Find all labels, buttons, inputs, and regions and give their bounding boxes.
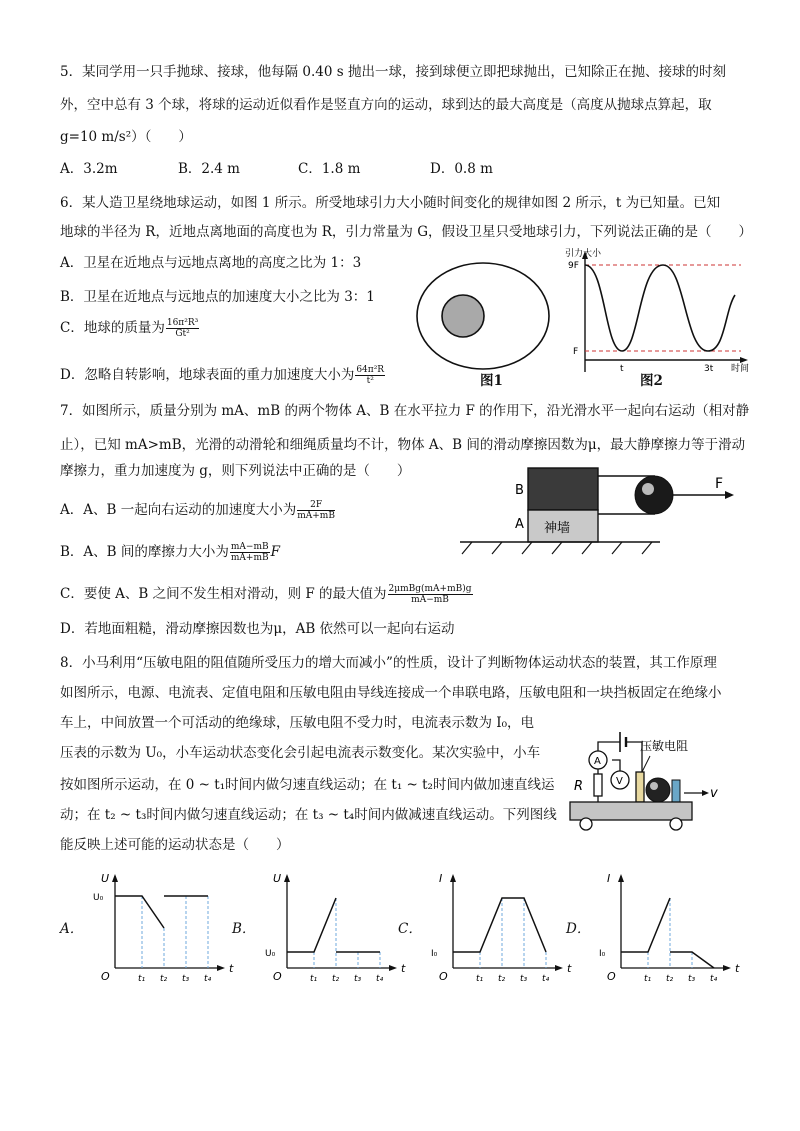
fig2-caption: 图2 <box>640 373 663 389</box>
fraction-numerator: mA−mB <box>230 542 269 552</box>
option-graph-c <box>418 868 572 986</box>
force-arrow-head <box>725 491 734 499</box>
force-label: F <box>715 476 724 492</box>
graph-line <box>115 896 164 928</box>
graph-tick-label: t₁ <box>644 974 652 984</box>
q5-line3: g=10 m/s²）（ ） <box>60 129 192 145</box>
fraction-denominator: mA+mB <box>297 511 335 521</box>
ball-highlight <box>650 782 658 790</box>
graph-ylabel: U <box>273 872 282 885</box>
y-axis-arrow <box>618 874 624 882</box>
q6-option-d-text: D．忽略自转影响，地球表面的重力加速度大小为 <box>60 367 355 383</box>
y-axis-arrow <box>284 874 290 882</box>
fraction-numerator: 16π²R³ <box>166 318 199 328</box>
graph-option-letter: A． <box>60 921 84 937</box>
q6-option-c-text: C．地球的质量为 <box>60 320 165 336</box>
orbit-figure <box>415 258 555 378</box>
graph-origin: O <box>439 970 448 983</box>
option-graph-a <box>80 868 234 986</box>
ammeter-label: A <box>594 756 601 767</box>
label-a: A <box>515 517 524 532</box>
q8-line2: 如图所示，电源、电流表、定值电阻和压敏电阻由导线连接成一个串联电路，压敏电阻和一块挡板固定在绝缘小 <box>60 685 722 701</box>
graph-xlabel: t <box>229 962 234 975</box>
q6-option-d <box>60 365 386 386</box>
q6-line2: 地球的半径为 R，近地点离地面的高度也为 R，引力常量为 G，假设卫星只受地球引力，下列说法正确的是（ ） <box>60 224 752 240</box>
fig1-caption: 图1 <box>480 373 503 389</box>
cart-body <box>570 802 692 820</box>
fraction-numerator: 64π²R <box>356 365 385 375</box>
q7-option-d: D．若地面粗糙，滑动摩擦因数也为μ，AB 依然可以一起向右运动 <box>60 621 455 637</box>
graph-option-letter: B． <box>232 921 256 937</box>
q8-line7: 能反映上述可能的运动状态是（ ） <box>60 837 290 853</box>
graph-line <box>287 898 336 952</box>
fraction-numerator: 2μmBg(mA+mB)g <box>388 584 472 594</box>
q7-line2: 止），已知 mA>mB，光滑的动滑轮和细绳质量均不计，物体 A、B 间的滑动摩擦因数为μ，最大静摩擦力等于滑动 <box>60 437 746 453</box>
q7-line1: 7．如图所示，质量分别为 mA、mB 的两个物体 A、B 在水平拉力 F 的作用下，沿光滑水平一起向右运动（相对静 <box>60 403 750 419</box>
q8-line1: 8．小马利用“压敏电阻的阻值随所受压力的增大而减小”的性质，设计了判断物体运动状态的装置，其工作原理 <box>60 655 717 671</box>
label-pointer <box>642 756 650 772</box>
graph-option-letter: C． <box>398 921 422 937</box>
pulley <box>635 476 673 514</box>
fig2-t1: t <box>620 364 624 374</box>
y-axis-arrow <box>450 874 456 882</box>
resistor-r <box>594 774 602 796</box>
q5-line1: 5．某同学用一只手抛球、接球，他每隔 0.40 s 抛出一球，接到球便立即把球抛出，已知除正在抛、接球的时刻 <box>60 64 726 80</box>
graph-tick-label: t₄ <box>376 974 384 984</box>
q6-option-b: B．卫星在近地点与远地点的加速度大小之比为 3：1 <box>60 289 375 305</box>
q8-line3: 车上，中间放置一个可活动的绝缘球，压敏电阻不受力时，电流表示数为 I₀，电 <box>60 715 535 731</box>
q5-option-a: A．3.2m <box>60 161 118 177</box>
graph-y0-label: I₀ <box>599 949 606 959</box>
graph-tick-label: t₁ <box>310 974 318 984</box>
pulley-highlight <box>642 483 654 495</box>
graph-tick-label: t₄ <box>204 974 212 984</box>
graph-y0-label: U₀ <box>93 893 104 903</box>
circuit-cart-figure <box>570 720 745 840</box>
fig2-ymin: F <box>573 347 579 357</box>
y-axis-arrow <box>112 874 118 882</box>
graph-xlabel: t <box>567 962 572 975</box>
baffle-plate <box>672 780 680 802</box>
velocity-arrow-head <box>702 790 709 796</box>
fig2-t2: 3t <box>704 364 714 374</box>
resistor-label: R <box>574 779 584 794</box>
fig2-ylabel: 引力大小 <box>565 249 602 259</box>
fraction-denominator: Gt² <box>175 329 190 339</box>
x-axis-arrow <box>389 965 397 971</box>
q8-line6: 动；在 t₂ ~ t₃时间内做匀速直线运动；在 t₃ ~ t₄时间内做减速直线运动。下列图线 <box>60 807 557 823</box>
q5-option-d: D．0.8 m <box>430 161 493 177</box>
graph-tick-label: t₁ <box>476 974 484 984</box>
graph-y0-label: U₀ <box>265 949 276 959</box>
graph-ylabel: I <box>439 872 443 885</box>
graph-tick-label: t₂ <box>332 974 340 984</box>
graph-origin: O <box>101 970 110 983</box>
fraction-numerator: 2F <box>297 500 335 511</box>
q6-option-c-fraction <box>166 318 199 339</box>
graph-origin: O <box>273 970 282 983</box>
q6-option-d-fraction <box>355 365 385 386</box>
q5-option-b: B．2.4 m <box>178 161 240 177</box>
x-axis-arrow <box>217 965 225 971</box>
fraction-denominator: t² <box>366 376 374 386</box>
graph-tick-label: t₃ <box>182 974 190 984</box>
force-curve <box>585 265 735 351</box>
graph-tick-label: t₂ <box>160 974 168 984</box>
q7-option-c-text: C．要使 A、B 之间不发生相对滑动，则 F 的最大值为 <box>60 586 387 602</box>
fig2-xlabel: 时间 <box>731 364 750 374</box>
cart-wheel-left <box>580 818 592 830</box>
label-b: B <box>515 483 524 498</box>
graph-xlabel: t <box>735 962 740 975</box>
insulated-ball <box>646 778 670 802</box>
q8-line4: 压表的示数为 U₀，小车运动状态变化会引起电流表示数变化。某次实验中，小车 <box>60 745 541 761</box>
q7-option-b-force: F <box>270 544 280 560</box>
graph-tick-label: t₃ <box>520 974 528 984</box>
graph-origin: O <box>607 970 616 983</box>
graph-line <box>453 898 546 952</box>
graph-y0-label: I₀ <box>431 949 438 959</box>
q5-option-c: C．1.8 m <box>298 161 361 177</box>
pressure-resistor <box>636 772 644 802</box>
option-graph-d <box>586 868 740 986</box>
fig2-ymax: 9F <box>568 261 579 271</box>
graph-line <box>621 898 670 952</box>
graph-tick-label: t₂ <box>498 974 506 984</box>
q7-option-a-text: A．A、B 一起向右运动的加速度大小为 <box>60 502 297 518</box>
q7-option-a <box>60 500 336 521</box>
blocks-pulley-figure <box>460 462 760 562</box>
graph-tick-label: t₃ <box>354 974 362 984</box>
q6-option-a: A．卫星在近地点与远地点离地的高度之比为 1：3 <box>60 255 362 271</box>
q7-option-a-fraction <box>297 500 335 521</box>
q7-option-b-fraction <box>230 542 270 563</box>
graph-tick-label: t₄ <box>542 974 550 984</box>
force-time-graph <box>565 250 755 380</box>
x-axis-arrow <box>740 357 748 363</box>
graph-tick-label: t₂ <box>666 974 674 984</box>
q6-option-c <box>60 318 200 339</box>
block-a-text: 神墙 <box>544 521 571 536</box>
voltmeter-label: V <box>616 776 623 787</box>
graph-tick-label: t₃ <box>688 974 696 984</box>
fraction-denominator: mA−mB <box>411 595 449 605</box>
ground-hatching <box>462 542 652 554</box>
graph-ylabel: U <box>101 872 110 885</box>
earth-circle <box>442 295 484 337</box>
q7-line3: 摩擦力，重力加速度为 g，则下列说法中正确的是（ ） <box>60 463 411 479</box>
graph-xlabel: t <box>401 962 406 975</box>
block-b <box>528 468 598 510</box>
q7-option-b-text: B．A、B 间的摩擦力大小为 <box>60 544 229 560</box>
voltmeter-wire <box>612 760 620 772</box>
q7-option-b <box>60 542 280 563</box>
graph-tick-label: t₁ <box>138 974 146 984</box>
option-graph-b <box>252 868 406 986</box>
graph-ylabel: I <box>607 872 611 885</box>
x-axis-arrow <box>555 965 563 971</box>
q7-option-c-fraction <box>388 584 473 605</box>
graph-tick-label: t₄ <box>710 974 718 984</box>
q6-line1: 6．某人造卫星绕地球运动，如图 1 所示。所受地球引力大小随时间变化的规律如图 2 所示，t 为已知量。已知 <box>60 195 721 211</box>
x-axis-arrow <box>723 965 731 971</box>
cart-wheel-right <box>670 818 682 830</box>
q5-line2: 外，空中总有 3 个球，将球的运动近似看作是竖直方向的运动，球到达的最大高度是（高度从抛球点算起，取 <box>60 97 712 113</box>
pressure-resistor-label: 压敏电阻 <box>640 739 689 753</box>
q8-line5: 按如图所示运动，在 0 ~ t₁时间内做匀速直线运动；在 t₁ ~ t₂时间内做加速直线运 <box>60 777 555 793</box>
graph-option-letter: D． <box>566 921 591 937</box>
fraction-denominator: mA+mB <box>230 553 269 563</box>
velocity-label: v <box>710 786 718 801</box>
q7-option-c <box>60 584 474 605</box>
